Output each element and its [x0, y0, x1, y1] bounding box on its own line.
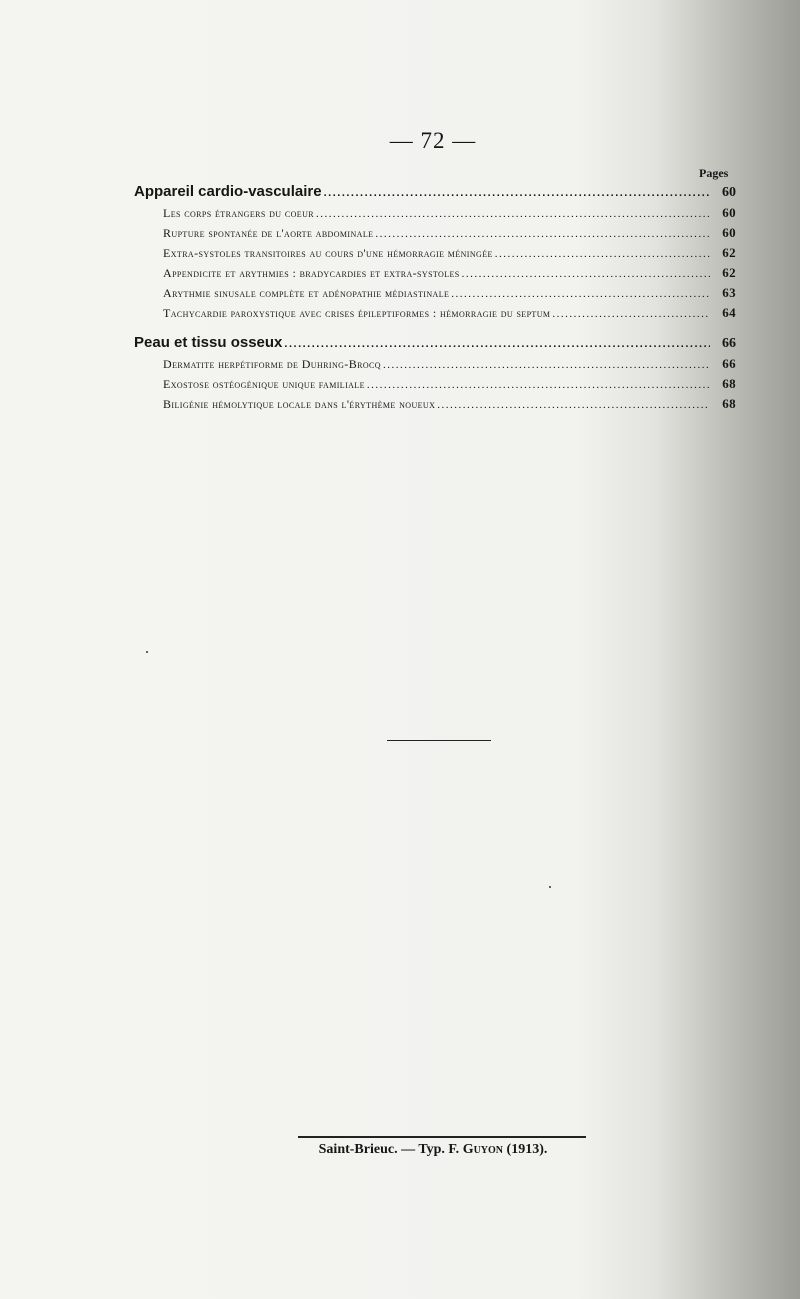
section-page: 60: [722, 185, 736, 200]
toc-entry: [134, 305, 736, 325]
entry-title: Biligénie hémolytique locale dans l'érythème noueux: [163, 397, 436, 411]
section-title: Peau et tissu osseux: [134, 334, 283, 351]
print-speck: [549, 886, 551, 888]
toc-entry: [134, 245, 736, 265]
dot-leader: [383, 359, 710, 371]
toc-entry: [134, 396, 736, 416]
toc-entry: [134, 356, 736, 376]
dot-leader: [324, 187, 710, 199]
imprint-prefix: Saint-Brieuc. — Typ. F.: [318, 1142, 463, 1157]
dot-leader: [495, 248, 710, 260]
entry-title: Appendicite et arythmies : bradycardies et extra-systoles: [163, 266, 460, 280]
dot-leader: [367, 379, 710, 391]
dot-leader: [437, 399, 710, 411]
dot-leader: [552, 308, 710, 320]
pages-column-label: Pages: [699, 166, 729, 180]
entry-page: 60: [722, 205, 736, 220]
printer-imprint: [0, 1142, 800, 1158]
toc-entry: [134, 225, 736, 245]
toc-section-cardio: [134, 183, 736, 325]
entry-page: 66: [722, 356, 736, 371]
imprint-suffix: (1913).: [503, 1142, 548, 1157]
entry-page: 63: [722, 285, 736, 300]
imprint-printer-name: Guyon: [462, 1142, 504, 1157]
imprint-rule: [298, 1136, 586, 1138]
dot-leader: [375, 228, 710, 240]
entry-title: Tachycardie paroxystique avec crises épileptiformes : hémorragie du septum: [163, 306, 551, 320]
entry-title: Extra-systoles transitoires au cours d'une hémorragie méningée: [163, 246, 493, 260]
toc-entry: [134, 285, 736, 305]
section-heading: [134, 334, 736, 356]
entry-page: 62: [722, 265, 736, 280]
toc-entry: [134, 205, 736, 225]
section-page: 66: [722, 336, 736, 351]
dot-leader: [451, 288, 710, 300]
entry-page: 60: [722, 225, 736, 240]
section-divider-rule: [387, 740, 491, 741]
entry-title: Dermatite herpétiforme de Duhring-Brocq: [163, 357, 381, 371]
entry-title: Exostose ostéogénique unique familiale: [163, 377, 365, 391]
dot-leader: [462, 268, 710, 280]
dot-leader: [284, 338, 710, 350]
section-heading: [134, 183, 736, 205]
toc-entry: [134, 376, 736, 396]
entry-title: Rupture spontanée de l'aorte abdominale: [163, 226, 374, 240]
section-title: Appareil cardio-vasculaire: [134, 183, 322, 200]
entry-page: 68: [722, 376, 736, 391]
toc-section-skin-bone: [134, 334, 736, 416]
dot-leader: [316, 208, 710, 220]
entry-title: Les corps étrangers du coeur: [163, 206, 314, 220]
print-speck: [146, 651, 148, 653]
entry-page: 64: [722, 305, 736, 320]
toc-entry: [134, 265, 736, 285]
entry-title: Arythmie sinusale complète et adénopathie médiastinale: [163, 286, 450, 300]
entry-page: 68: [722, 396, 736, 411]
page-number: — 72 —: [389, 128, 477, 153]
entry-page: 62: [722, 245, 736, 260]
